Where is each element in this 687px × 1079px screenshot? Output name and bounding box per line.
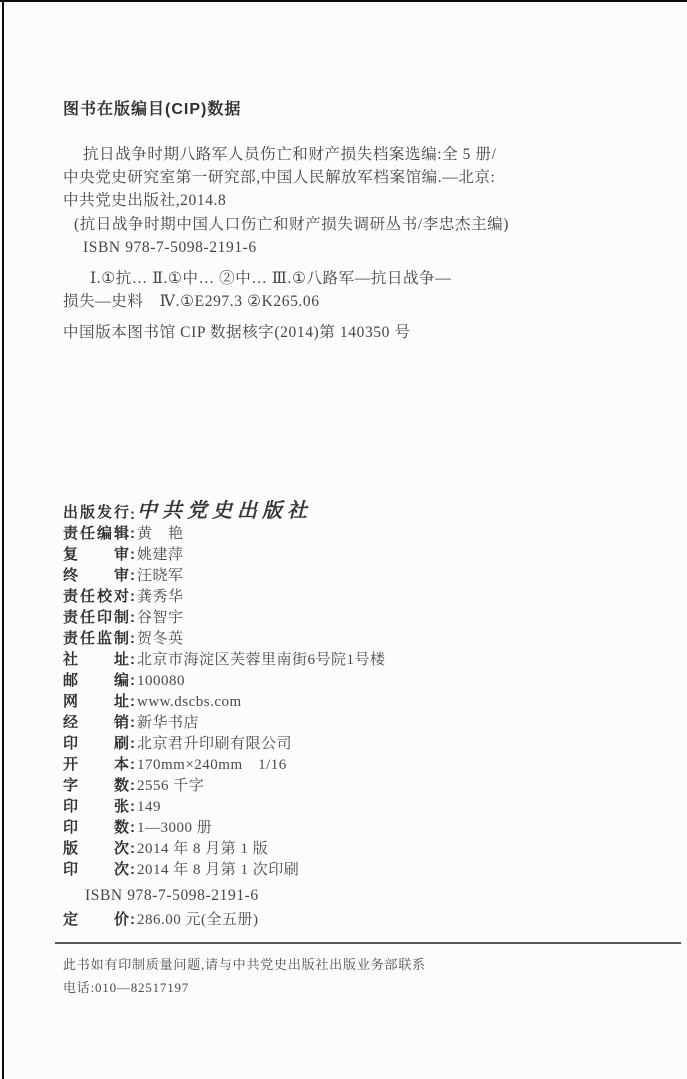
colophon-row-colon: :: [130, 630, 135, 648]
scan-edge-left: [2, 0, 4, 1079]
colophon-row-colon: :: [130, 756, 135, 774]
colophon-row: [63, 523, 643, 544]
footer-quality-line: 此书如有印制质量问题,请与中共党史出版社出版业务部联系: [63, 957, 426, 973]
colophon-row-colon: :: [130, 840, 135, 858]
colophon-row-colon: :: [130, 567, 135, 585]
price-row: [63, 909, 643, 930]
colophon-row-label: 复审: [63, 546, 129, 564]
page-content: [63, 96, 643, 999]
price-colon: :: [130, 911, 135, 929]
colophon-row-colon: :: [130, 588, 135, 606]
colophon-row-colon: :: [130, 651, 135, 669]
colophon-row-colon: :: [130, 714, 135, 732]
colophon-row-colon: :: [130, 861, 135, 879]
colophon-list: [63, 498, 643, 880]
colophon-row-colon: :: [130, 819, 135, 837]
colophon-row-value: 谷智宇: [137, 610, 184, 627]
footer-phone-line: 电话:010—82517197: [63, 980, 190, 996]
isbn-line: ISBN 978-7-5098-2191-6: [85, 887, 259, 905]
colophon-row-value: 2014 年 8 月第 1 版: [137, 841, 269, 858]
colophon-row: [63, 544, 643, 565]
colophon-row-label: 责任印制: [63, 609, 129, 627]
colophon-row: [63, 670, 643, 691]
colophon-row-colon: :: [130, 693, 135, 711]
colophon-row-value: 姚建萍: [137, 547, 184, 564]
colophon-row-colon: :: [130, 609, 135, 627]
colophon-row-value: 新华书店: [137, 715, 200, 732]
colophon-row: [63, 775, 643, 796]
colophon-row-value: 2014 年 8 月第 1 次印刷: [137, 862, 300, 879]
colophon-row: [63, 649, 643, 670]
colophon-row-value: 中共党史出版社: [137, 498, 312, 523]
cip-header: 图书在版编目(CIP)数据: [63, 101, 242, 118]
colophon-row-label: 印数: [63, 819, 129, 837]
colophon-row-label: 印刷: [63, 735, 129, 753]
colophon-row-colon: :: [130, 546, 135, 564]
colophon-row: [63, 838, 643, 859]
colophon-row: [63, 859, 643, 880]
colophon-row-label: 版次: [63, 840, 129, 858]
cip-publisher-line: 中共党史出版社,2014.8: [63, 192, 227, 210]
colophon-row: [63, 796, 643, 817]
colophon-row-value: 贺冬英: [137, 631, 184, 648]
colophon-row-label: 开本: [63, 756, 129, 774]
colophon-row-colon: :: [130, 777, 135, 795]
colophon-row: [63, 498, 643, 524]
cip-record-number: 中国版本图书馆 CIP 数据核字(2014)第 140350 号: [63, 324, 411, 342]
colophon-row-value: 北京君升印刷有限公司: [137, 736, 293, 753]
colophon-row-label: 经销: [63, 714, 129, 732]
colophon-row-label: 终审: [63, 567, 129, 585]
colophon-row-value: 黄 艳: [137, 526, 184, 543]
colophon-row-value: 汪晓军: [137, 568, 184, 585]
footer-divider: [55, 942, 681, 944]
colophon-row-value: 2556 千字: [137, 778, 205, 795]
scan-edge-top: [0, 0, 687, 2]
colophon-row-value: 100080: [137, 673, 185, 690]
colophon-row-colon: :: [130, 506, 135, 524]
colophon-row-label: 责任校对: [63, 588, 129, 606]
price-label: 定价: [63, 911, 129, 929]
classification-line-2: 损失—史料 Ⅳ.①E297.3 ②K265.06: [63, 293, 320, 311]
colophon-row-value: 1—3000 册: [137, 820, 213, 837]
colophon-row-colon: :: [130, 525, 135, 543]
colophon-row-colon: :: [130, 735, 135, 753]
colophon-row-label: 字数: [63, 777, 129, 795]
colophon-row-value: 北京市海淀区芙蓉里南街6号院1号楼: [137, 652, 386, 669]
classification-block: [63, 267, 643, 313]
colophon-row: [63, 607, 643, 628]
colophon-row-label: 出版发行: [63, 504, 129, 522]
colophon-row-label: 社址: [63, 651, 129, 669]
colophon-row-value: 149: [137, 799, 161, 816]
colophon-row-label: 责任编辑: [63, 525, 129, 543]
colophon-row-label: 印次: [63, 861, 129, 879]
colophon-row: [63, 628, 643, 649]
colophon-row-label: 网址: [63, 693, 129, 711]
colophon-row: [63, 712, 643, 733]
colophon-row-label: 邮编: [63, 672, 129, 690]
colophon-row-colon: :: [130, 798, 135, 816]
cip-editors-line: 中央党史研究室第一研究部,中国人民解放军档案馆编.—北京:: [63, 169, 496, 187]
cip-description-block: [63, 143, 643, 259]
cip-title-line: 抗日战争时期八路军人员伤亡和财产损失档案选编:全 5 册/: [83, 146, 497, 163]
cip-isbn-line: ISBN 978-7-5098-2191-6: [83, 238, 257, 256]
footer-note: [63, 953, 643, 999]
colophon-row-value: www.dscbs.com: [137, 694, 242, 711]
colophon-row: [63, 586, 643, 607]
price-value: 286.00 元(全五册): [137, 912, 259, 929]
colophon-row-value: 170mm×240mm 1/16: [137, 757, 287, 774]
colophon-row-label: 责任监制: [63, 630, 129, 648]
colophon-row-value: 龚秀华: [137, 589, 184, 606]
colophon-row: [63, 565, 643, 586]
cip-series-line: (抗日战争时期中国人口伤亡和财产损失调研丛书/李忠杰主编): [74, 215, 510, 233]
colophon-row: [63, 754, 643, 775]
colophon-row-colon: :: [130, 672, 135, 690]
colophon-row: [63, 691, 643, 712]
colophon-row-label: 印张: [63, 798, 129, 816]
colophon-row: [63, 733, 643, 754]
colophon-row: [63, 817, 643, 838]
classification-line-1: Ⅰ.①抗… Ⅱ.①中… ②中… Ⅲ.①八路军—抗日战争—: [90, 270, 452, 288]
